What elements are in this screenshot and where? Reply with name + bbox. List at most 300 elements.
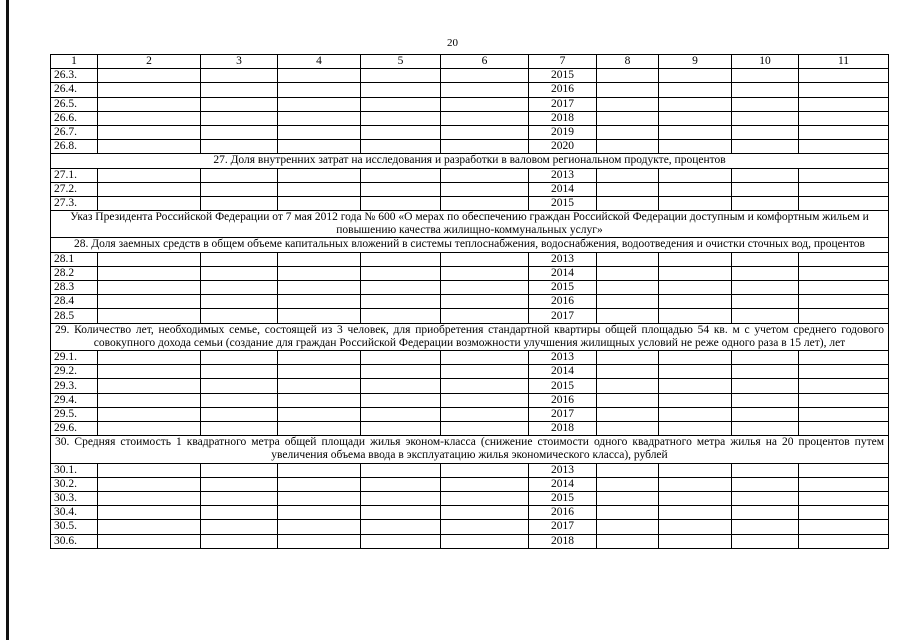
empty-cell <box>278 379 361 393</box>
row-number: 29.2. <box>51 365 98 379</box>
section-heading: 29. Количество лет, необходимых семье, состоящей из 3 человек, для приобретения стандартной квартиры общей площадью 54 кв. м с учетом среднего годового совокупного дохода семьи (создание для граждан Российской Федерации возможности улучшения жилищных условий не реже одного раза в 15 лет), лет <box>51 323 889 350</box>
empty-cell <box>361 379 441 393</box>
year-cell: 2017 <box>529 97 597 111</box>
empty-cell <box>659 83 732 97</box>
row-number: 26.3. <box>51 69 98 83</box>
row-number: 30.6. <box>51 534 98 548</box>
empty-cell <box>278 520 361 534</box>
empty-cell <box>98 252 201 266</box>
empty-cell <box>732 295 799 309</box>
empty-cell <box>659 491 732 505</box>
empty-cell <box>361 125 441 139</box>
empty-cell <box>732 125 799 139</box>
table-row <box>51 365 889 379</box>
row-number: 30.3. <box>51 491 98 505</box>
row-number: 26.5. <box>51 97 98 111</box>
empty-cell <box>278 252 361 266</box>
empty-cell <box>98 281 201 295</box>
empty-cell <box>799 168 889 182</box>
empty-cell <box>441 506 529 520</box>
empty-cell <box>361 520 441 534</box>
row-number: 26.8. <box>51 140 98 154</box>
row-number: 26.4. <box>51 83 98 97</box>
empty-cell <box>201 463 278 477</box>
empty-cell <box>278 196 361 210</box>
empty-cell <box>799 182 889 196</box>
empty-cell <box>441 520 529 534</box>
empty-cell <box>441 491 529 505</box>
year-cell: 2013 <box>529 463 597 477</box>
empty-cell <box>597 351 659 365</box>
empty-cell <box>441 477 529 491</box>
empty-cell <box>659 520 732 534</box>
empty-cell <box>597 463 659 477</box>
year-cell: 2015 <box>529 491 597 505</box>
empty-cell <box>659 182 732 196</box>
empty-cell <box>799 252 889 266</box>
empty-cell <box>201 168 278 182</box>
empty-cell <box>361 491 441 505</box>
table-row <box>51 463 889 477</box>
empty-cell <box>441 168 529 182</box>
empty-cell <box>659 266 732 280</box>
empty-cell <box>799 365 889 379</box>
empty-cell <box>441 196 529 210</box>
column-header: 10 <box>732 55 799 69</box>
section-heading-row <box>51 211 889 238</box>
empty-cell <box>98 295 201 309</box>
empty-cell <box>732 111 799 125</box>
empty-cell <box>361 140 441 154</box>
empty-cell <box>597 477 659 491</box>
empty-cell <box>659 407 732 421</box>
section-heading: 27. Доля внутренних затрат на исследования и разработки в валовом региональном продукте, процентов <box>51 154 889 168</box>
empty-cell <box>732 421 799 435</box>
table-row <box>51 520 889 534</box>
empty-cell <box>799 534 889 548</box>
empty-cell <box>732 266 799 280</box>
column-header: 3 <box>201 55 278 69</box>
empty-cell <box>597 69 659 83</box>
table-row <box>51 477 889 491</box>
empty-cell <box>278 534 361 548</box>
column-header: 9 <box>659 55 732 69</box>
empty-cell <box>361 252 441 266</box>
year-cell: 2014 <box>529 182 597 196</box>
year-cell: 2013 <box>529 168 597 182</box>
empty-cell <box>98 534 201 548</box>
empty-cell <box>278 365 361 379</box>
column-number-header <box>51 55 889 69</box>
empty-cell <box>597 83 659 97</box>
empty-cell <box>441 463 529 477</box>
empty-cell <box>597 393 659 407</box>
column-header: 8 <box>597 55 659 69</box>
empty-cell <box>98 477 201 491</box>
year-cell: 2014 <box>529 477 597 491</box>
empty-cell <box>597 520 659 534</box>
empty-cell <box>201 506 278 520</box>
empty-cell <box>597 182 659 196</box>
empty-cell <box>98 97 201 111</box>
row-number: 28.4 <box>51 295 98 309</box>
empty-cell <box>597 365 659 379</box>
empty-cell <box>98 463 201 477</box>
empty-cell <box>98 125 201 139</box>
table-row <box>51 266 889 280</box>
empty-cell <box>98 520 201 534</box>
empty-cell <box>441 140 529 154</box>
row-number: 26.6. <box>51 111 98 125</box>
empty-cell <box>659 168 732 182</box>
empty-cell <box>441 309 529 323</box>
table-row <box>51 506 889 520</box>
empty-cell <box>98 393 201 407</box>
section-heading: 30. Средняя стоимость 1 квадратного метра общей площади жилья эконом-класса (снижение стоимости одного квадратного метра жилья на 20 процентов путем увеличения объема ввода в эксплуатацию жилья экономического класса), рублей <box>51 436 889 463</box>
empty-cell <box>597 97 659 111</box>
empty-cell <box>98 351 201 365</box>
empty-cell <box>597 252 659 266</box>
empty-cell <box>278 125 361 139</box>
empty-cell <box>201 365 278 379</box>
empty-cell <box>732 140 799 154</box>
empty-cell <box>361 365 441 379</box>
year-cell: 2015 <box>529 196 597 210</box>
empty-cell <box>201 534 278 548</box>
empty-cell <box>659 309 732 323</box>
empty-cell <box>201 140 278 154</box>
table-row <box>51 182 889 196</box>
empty-cell <box>441 534 529 548</box>
table-row <box>51 140 889 154</box>
empty-cell <box>278 140 361 154</box>
section-heading-row <box>51 436 889 463</box>
empty-cell <box>361 407 441 421</box>
empty-cell <box>659 111 732 125</box>
empty-cell <box>732 83 799 97</box>
empty-cell <box>98 168 201 182</box>
empty-cell <box>732 379 799 393</box>
empty-cell <box>659 281 732 295</box>
empty-cell <box>201 111 278 125</box>
empty-cell <box>659 421 732 435</box>
section-heading-row <box>51 154 889 168</box>
table-row <box>51 393 889 407</box>
empty-cell <box>201 491 278 505</box>
empty-cell <box>799 351 889 365</box>
empty-cell <box>201 97 278 111</box>
section-heading: Указ Президента Российской Федерации от 7 мая 2012 года № 600 «О мерах по обеспечению граждан Российской Федерации доступным и комфортным жильем и повышению качества жилищно-коммунальных услуг» <box>51 211 889 238</box>
empty-cell <box>361 97 441 111</box>
table-row <box>51 111 889 125</box>
indicator-table <box>50 54 889 549</box>
empty-cell <box>361 393 441 407</box>
empty-cell <box>361 182 441 196</box>
empty-cell <box>361 266 441 280</box>
empty-cell <box>361 463 441 477</box>
table-row <box>51 83 889 97</box>
empty-cell <box>597 266 659 280</box>
empty-cell <box>732 281 799 295</box>
empty-cell <box>278 83 361 97</box>
empty-cell <box>201 309 278 323</box>
table-row <box>51 97 889 111</box>
row-number: 27.3. <box>51 196 98 210</box>
empty-cell <box>278 182 361 196</box>
row-number: 30.1. <box>51 463 98 477</box>
empty-cell <box>201 83 278 97</box>
empty-cell <box>799 506 889 520</box>
empty-cell <box>441 365 529 379</box>
empty-cell <box>799 491 889 505</box>
empty-cell <box>98 379 201 393</box>
empty-cell <box>659 252 732 266</box>
empty-cell <box>732 97 799 111</box>
table-row <box>51 252 889 266</box>
empty-cell <box>201 266 278 280</box>
empty-cell <box>201 393 278 407</box>
row-number: 27.2. <box>51 182 98 196</box>
empty-cell <box>278 69 361 83</box>
table-row <box>51 407 889 421</box>
section-heading-row <box>51 238 889 252</box>
row-number: 29.5. <box>51 407 98 421</box>
year-cell: 2014 <box>529 266 597 280</box>
empty-cell <box>799 281 889 295</box>
empty-cell <box>441 69 529 83</box>
row-number: 30.5. <box>51 520 98 534</box>
empty-cell <box>441 252 529 266</box>
empty-cell <box>98 196 201 210</box>
empty-cell <box>732 477 799 491</box>
table-row <box>51 196 889 210</box>
empty-cell <box>201 477 278 491</box>
row-number: 29.3. <box>51 379 98 393</box>
empty-cell <box>597 125 659 139</box>
empty-cell <box>361 295 441 309</box>
empty-cell <box>278 168 361 182</box>
year-cell: 2014 <box>529 365 597 379</box>
row-number: 28.5 <box>51 309 98 323</box>
empty-cell <box>597 168 659 182</box>
empty-cell <box>799 407 889 421</box>
year-cell: 2015 <box>529 379 597 393</box>
empty-cell <box>659 97 732 111</box>
year-cell: 2018 <box>529 534 597 548</box>
empty-cell <box>201 520 278 534</box>
empty-cell <box>441 379 529 393</box>
empty-cell <box>361 111 441 125</box>
table-row <box>51 491 889 505</box>
empty-cell <box>799 125 889 139</box>
empty-cell <box>98 266 201 280</box>
empty-cell <box>732 168 799 182</box>
empty-cell <box>98 309 201 323</box>
empty-cell <box>98 111 201 125</box>
empty-cell <box>799 97 889 111</box>
empty-cell <box>799 69 889 83</box>
empty-cell <box>278 393 361 407</box>
year-cell: 2013 <box>529 252 597 266</box>
empty-cell <box>278 407 361 421</box>
empty-cell <box>659 196 732 210</box>
empty-cell <box>441 125 529 139</box>
column-header: 2 <box>98 55 201 69</box>
empty-cell <box>361 83 441 97</box>
empty-cell <box>597 309 659 323</box>
year-cell: 2019 <box>529 125 597 139</box>
empty-cell <box>659 140 732 154</box>
empty-cell <box>732 351 799 365</box>
table-row <box>51 379 889 393</box>
empty-cell <box>732 309 799 323</box>
empty-cell <box>98 491 201 505</box>
empty-cell <box>659 69 732 83</box>
column-header: 11 <box>799 55 889 69</box>
empty-cell <box>361 309 441 323</box>
empty-cell <box>98 140 201 154</box>
table-row <box>51 295 889 309</box>
empty-cell <box>201 196 278 210</box>
empty-cell <box>201 295 278 309</box>
empty-cell <box>361 281 441 295</box>
column-header: 7 <box>529 55 597 69</box>
empty-cell <box>98 421 201 435</box>
empty-cell <box>441 393 529 407</box>
empty-cell <box>278 421 361 435</box>
row-number: 30.2. <box>51 477 98 491</box>
empty-cell <box>361 196 441 210</box>
empty-cell <box>361 351 441 365</box>
empty-cell <box>799 379 889 393</box>
empty-cell <box>732 365 799 379</box>
empty-cell <box>732 196 799 210</box>
column-header: 4 <box>278 55 361 69</box>
empty-cell <box>201 407 278 421</box>
table-row <box>51 69 889 83</box>
row-number: 28.3 <box>51 281 98 295</box>
table-row <box>51 534 889 548</box>
row-number: 28.1 <box>51 252 98 266</box>
empty-cell <box>659 534 732 548</box>
year-cell: 2016 <box>529 295 597 309</box>
row-number: 29.4. <box>51 393 98 407</box>
left-margin-bar <box>6 0 9 640</box>
row-number: 26.7. <box>51 125 98 139</box>
table-row <box>51 421 889 435</box>
column-header: 6 <box>441 55 529 69</box>
empty-cell <box>278 491 361 505</box>
year-cell: 2017 <box>529 520 597 534</box>
section-heading: 28. Доля заемных средств в общем объеме капитальных вложений в системы теплоснабжения, водоснабжения, водоотведения и очистки сточных вод, процентов <box>51 238 889 252</box>
empty-cell <box>361 506 441 520</box>
empty-cell <box>98 365 201 379</box>
empty-cell <box>278 309 361 323</box>
empty-cell <box>441 83 529 97</box>
empty-cell <box>441 97 529 111</box>
empty-cell <box>659 393 732 407</box>
row-number: 29.1. <box>51 351 98 365</box>
empty-cell <box>361 534 441 548</box>
year-cell: 2017 <box>529 407 597 421</box>
empty-cell <box>361 69 441 83</box>
empty-cell <box>732 534 799 548</box>
empty-cell <box>441 111 529 125</box>
empty-cell <box>278 295 361 309</box>
empty-cell <box>278 281 361 295</box>
empty-cell <box>278 506 361 520</box>
empty-cell <box>659 379 732 393</box>
empty-cell <box>799 266 889 280</box>
empty-cell <box>799 463 889 477</box>
empty-cell <box>441 182 529 196</box>
empty-cell <box>597 506 659 520</box>
year-cell: 2015 <box>529 281 597 295</box>
empty-cell <box>278 463 361 477</box>
empty-cell <box>732 252 799 266</box>
empty-cell <box>98 83 201 97</box>
empty-cell <box>659 295 732 309</box>
empty-cell <box>201 182 278 196</box>
empty-cell <box>597 281 659 295</box>
empty-cell <box>278 111 361 125</box>
row-number: 29.6. <box>51 421 98 435</box>
section-heading-row <box>51 323 889 350</box>
empty-cell <box>597 140 659 154</box>
empty-cell <box>799 196 889 210</box>
year-cell: 2013 <box>529 351 597 365</box>
empty-cell <box>201 421 278 435</box>
empty-cell <box>278 266 361 280</box>
empty-cell <box>799 140 889 154</box>
empty-cell <box>98 407 201 421</box>
empty-cell <box>278 351 361 365</box>
empty-cell <box>201 252 278 266</box>
empty-cell <box>659 351 732 365</box>
empty-cell <box>278 97 361 111</box>
empty-cell <box>799 309 889 323</box>
empty-cell <box>597 491 659 505</box>
empty-cell <box>597 111 659 125</box>
empty-cell <box>98 182 201 196</box>
year-cell: 2017 <box>529 309 597 323</box>
empty-cell <box>799 295 889 309</box>
empty-cell <box>98 69 201 83</box>
column-header: 1 <box>51 55 98 69</box>
empty-cell <box>659 506 732 520</box>
empty-cell <box>597 196 659 210</box>
empty-cell <box>201 125 278 139</box>
empty-cell <box>201 351 278 365</box>
empty-cell <box>278 477 361 491</box>
empty-cell <box>597 421 659 435</box>
empty-cell <box>597 295 659 309</box>
row-number: 28.2 <box>51 266 98 280</box>
empty-cell <box>799 111 889 125</box>
empty-cell <box>659 125 732 139</box>
empty-cell <box>441 281 529 295</box>
year-cell: 2018 <box>529 421 597 435</box>
empty-cell <box>732 491 799 505</box>
empty-cell <box>799 421 889 435</box>
year-cell: 2015 <box>529 69 597 83</box>
year-cell: 2016 <box>529 393 597 407</box>
empty-cell <box>659 477 732 491</box>
year-cell: 2018 <box>529 111 597 125</box>
year-cell: 2020 <box>529 140 597 154</box>
empty-cell <box>98 506 201 520</box>
table-row <box>51 309 889 323</box>
